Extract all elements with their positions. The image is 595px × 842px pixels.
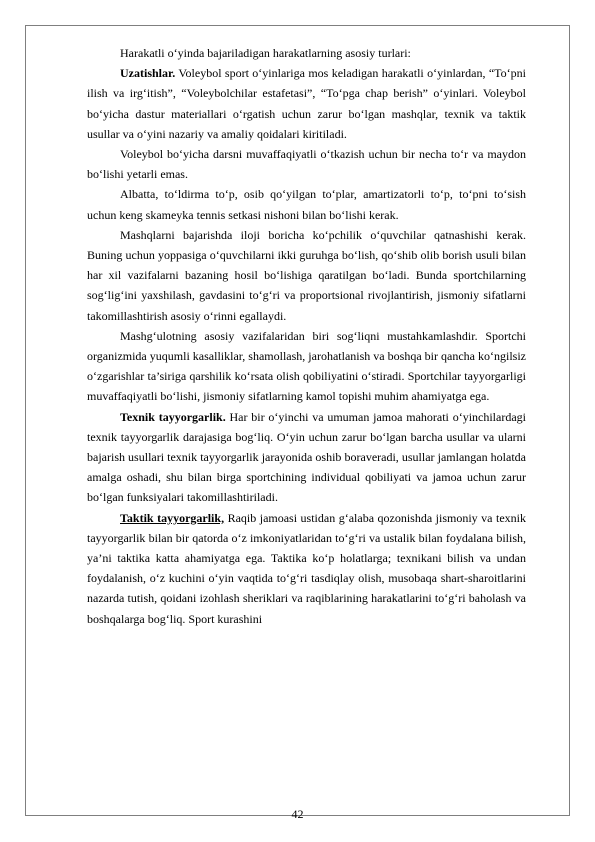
paragraph-text: Harakatli o‘yinda bajariladigan harakatlarning asosiy turlari: <box>120 46 411 60</box>
paragraph-vazifalar <box>87 326 526 407</box>
paragraph-heading: Uzatishlar. <box>120 66 176 81</box>
paragraph-voleybol-darsi <box>87 144 526 184</box>
paragraph-text: Albatta, to‘ldirma to‘p, osib qo‘yilgan to‘plar, amartizatorli to‘p, to‘pni to‘sish uchun keng skameyka tennis setkasi nishoni bilan bo‘lishi kerak. <box>87 187 526 222</box>
paragraph-jihozlar <box>87 184 526 224</box>
paragraph-text: Mashqlarni bajarishda iloji boricha ko‘pchilik o‘quvchilar qatnashishi kerak. Buning uchun yoppasiga o‘quvchilarni ikki guruhga bo‘lish, qo‘shib olib borish usuli bilan har xil vazifalarni bazaning hosil bo‘lishiga qaratilgan bo‘ladi. Bunda sportchilarning sog‘lig‘ini yaxshilash, gavdasini to‘g‘ri va proportsional rivojlantirish, jismoniy sifatlarni takomillashtirish asosiy o‘rinni egallaydi. <box>87 227 526 323</box>
paragraph-text: Voleybol bo‘yicha darsni muvaffaqiyatli o‘tkazish uchun bir necha to‘r va maydon bo‘lishi yetarli emas. <box>87 147 526 182</box>
paragraph-text: Mashg‘ulotning asosiy vazifalaridan biri sog‘liqni mustahkamlashdir. Sportchi organizmida yuqumli kasalliklar, shamollash, jarohatlanish va boshqa bir qancha ko‘ngilsiz o‘zgarishlar ta’siriga qarshilik ko‘rsata olish qobiliyatini o‘stiradi. Sportchilar tayyorgarligi muvaffaqiyatli bo‘lishi, jismoniy sifatlarning kamol topishi muhim ahamiyatga ega. <box>87 328 526 404</box>
paragraph-intro <box>87 43 526 63</box>
paragraph-text: Raqib jamoasi ustidan g‘alaba qozonishda jismoniy va texnik tayyorgarlik bilan bir qatorda o‘z imkoniyatlaridan to‘g‘ri va ustalik bilan foydalana bilish, ya’ni taktika katta ahamiyatga ega. Taktika ko‘p holatlarga; texnikani bilish va undan foydalanish, o‘z kuchini o‘yin vaqtida to‘g‘ri tasdiqlay olish, musobaqa shart-sharoitlarini nazarda tutish, qoidani izohlash sheriklari va raqiblarining harakatlarini to‘g‘ri baholash va boshqalarga bog‘liq. Sport kurashini <box>87 510 526 626</box>
paragraph-heading: Texnik tayyorgarlik. <box>120 409 226 424</box>
paragraph-text: Har bir o‘yinchi va umuman jamoa mahorati o‘yinchilardagi texnik tayyorgarlik darajasiga bog‘liq. O‘yin uchun zarur bo‘lgan barcha usullar va ularni bajarish usullari texnik tayyorgarlik jarayonida oshib boraveradi, usullar jamlangan holatda amalga oshadi, shu bilan birga sportchining individual qobiliyati va jamoa uchun zarur bo‘lgan funksiyalari takomillashtiriladi. <box>87 409 526 505</box>
page-number: 42 <box>291 807 304 821</box>
paragraph-texnik-tayyorgarlik <box>87 407 526 508</box>
paragraph-taktik-tayyorgarlik <box>87 508 526 629</box>
paragraph-heading: Taktik tayyorgarlik, <box>120 510 225 525</box>
paragraph-text: Voleybol sport o‘yinlariga mos keladigan harakatli o‘yinlardan, “To‘pni ilish va irg‘itish”, “Voleybolchilar estafetasi”, “To‘pga chap berish” o‘yinlari. Voleybol bo‘yicha dastur materiallari o‘rgatish uchun zarur bo‘lgan mashqlar, texnik va taktik usullar va o‘yini nazariy va amaliy qoidalari kiritiladi. <box>87 66 526 141</box>
document-body <box>87 43 526 629</box>
paragraph-mashqlar <box>87 225 526 326</box>
paragraph-uzatishlar <box>87 63 526 144</box>
